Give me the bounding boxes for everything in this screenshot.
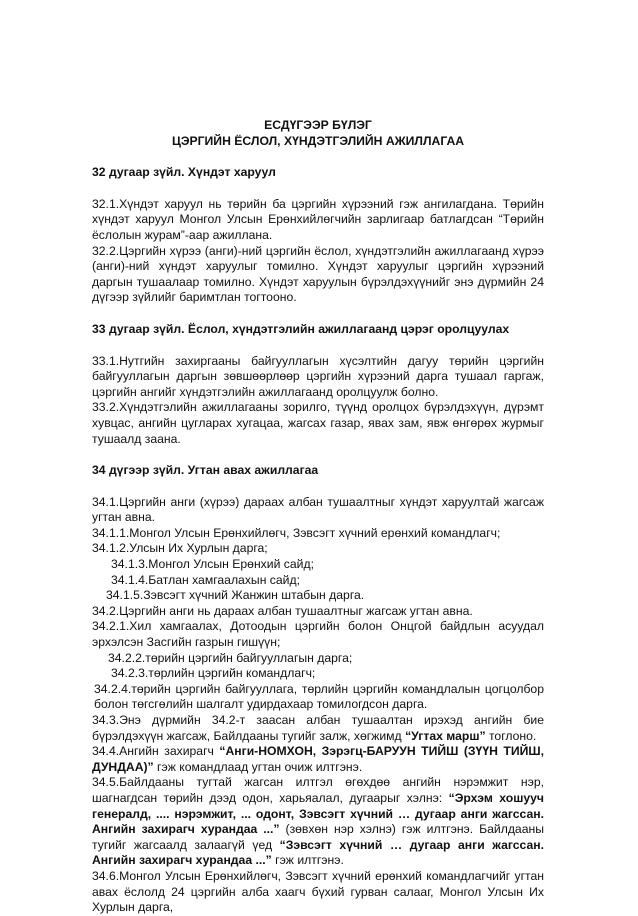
report-phrase-with-flag: “Эрхэм хошууч генералд, .... нэрэмжит, ... одонт, Зэвсэгт хүчний … дугаар анги жагссан. Ангийн захирагч хурандаа ...” — [92, 790, 544, 837]
command-phrase: “Анги-НОМХОН, Зэрэгц-БАРУУН ТИЙШ (ЗҮҮН ТИЙШ, ДУНДАА)” — [92, 744, 544, 774]
paragraph-34-5-end: гэж илтгэнэ. — [271, 853, 344, 868]
march-name: “Угтах марш” — [405, 728, 486, 743]
document-page — [92, 118, 544, 916]
paragraph-34-4 — [92, 744, 544, 775]
report-phrase-without-flag: “Зэвсэгт хүчний … дугаар анги жагссан. Ангийн захирагч хурандаа ...” — [92, 837, 544, 868]
item-34-2-4: 34.2.4.төрийн цэргийн байгууллага, төрлийн цэргийн командлалын цогцолбор болон төгсгөлийн шалгалт удирдахаар томилогдсон дарга. — [94, 681, 544, 712]
paragraph-34-3-text: 34.3.Энэ дүрмийн 34.2-т заасан албан тушаалтан ирэхэд ангийн бие бүрэлдэхүүн жагсаж, Байлдааны тугийг залж, хөгжимд — [92, 713, 544, 743]
article-34-heading: 34 дүгээр зүйл. Угтан авах ажиллагаа — [92, 463, 319, 478]
paragraph-34-4-text: 34.4.Ангийн захирагч — [92, 744, 220, 759]
paragraph-34-1: 34.1.Цэргийн анги (хүрээ) дараах албан тушаалтныг хүндэт харуултай жагсаж угтан авна. — [92, 494, 544, 525]
paragraph-34-5-text: 34.5.Байлдааны тугтай жагсан илтгэл өгөхдөө ангийн нэрэмжит нэр, шагнагдсан төрийн дээд одон, харьяалал, дугаарыг хэлнэ: — [92, 775, 544, 805]
chapter-subtitle: ЦЭРГИЙН ЁСЛОЛ, ХҮНДЭТГЭЛИЙН АЖИЛЛАГАА — [171, 133, 465, 148]
item-34-2-3: 34.2.3.төрлийн цэргийн командлагч; — [111, 666, 316, 681]
item-34-2-2: 34.2.2.төрийн цэргийн байгууллагын дарга; — [108, 650, 353, 665]
paragraph-34-5 — [92, 775, 544, 869]
item-34-1-2: 34.1.2.Улсын Их Хурлын дарга; — [92, 541, 268, 556]
paragraph-34-5-mid: (зөвхөн нэр хэлнэ) гэж илтгэнэ. Байлдааны тугийг жагсаалд залаагүй үед — [92, 822, 544, 852]
paragraph-34-3 — [92, 713, 544, 744]
item-34-1-5: 34.1.5.Зэвсэгт хүчний Жанжин штабын дарга. — [106, 588, 365, 603]
item-34-1-3: 34.1.3.Монгол Улсын Ерөнхий сайд; — [111, 557, 314, 572]
paragraph-32-1: 32.1.Хүндэт харуул нь төрийн ба цэргийн хүрээний гэж ангилагдана. Төрийн хүндэт харуул Монгол Улсын Ерөнхийлөгчийн зарлигаар батлагдсан “Төрийн ёслолын журам”-аар ажиллана. — [92, 196, 544, 242]
item-34-1-4: 34.1.4.Батлан хамгаалахын сайд; — [111, 572, 300, 587]
chapter-title: ЕСДҮГЭЭР БҮЛЭГ — [264, 118, 372, 132]
paragraph-34-2: 34.2.Цэргийн анги нь дараах албан тушаалтныг жагсаж угтан авна. — [92, 603, 473, 618]
paragraph-33-1: 33.1.Нутгийн захиргааны байгууллагын хүсэлтийн дагуу төрийн цэргийн байгууллагын даргын зөвшөөрлөөр цэргийн хүрээний дарга тушаал гаргаж, цэргийн ангийг хүндэтгэлийн ажиллагаанд оролцуулж болно. — [92, 353, 544, 399]
article-33-heading: 33 дугаар зүйл. Ёслол, хүндэтгэлийн ажиллагаанд цэрэг оролцуулах — [92, 321, 510, 336]
item-34-1-1: 34.1.1.Монгол Улсын Ерөнхийлөгч, Зэвсэгт хүчний ерөнхий командлагч; — [92, 525, 501, 540]
paragraph-34-3-end: тоглоно. — [485, 728, 537, 743]
item-34-2-1: 34.2.1.Хил хамгаалах, Дотоодын цэргийн болон Онцгой байдлын асуудал эрхэлсэн Засгийн газрын гишүүн; — [92, 619, 544, 650]
paragraph-33-2: 33.2.Хүндэтгэлийн ажиллагааны зорилго, түүнд оролцох бүрэлдэхүүн, дүрэмт хувцас, ангийн цугларах хугацаа, жагсах газар, явах зам, явж өнгөрөх журмыг тушаалд заана. — [92, 400, 544, 446]
paragraph-32-2: 32.2.Цэргийн хүрээ (анги)-ний цэргийн ёслол, хүндэтгэлийн ажиллагаанд хүрээ (анги)-ний хүндэт харуулыг томилно. Хүндэт харуулыг цэргийн хүрээний даргын тушаалаар томилно. Хүндэт харуулын бүрэлдэхүүнийг энэ дүрмийн 24 дүгээр зүйлийг баримтлан тогтооно. — [92, 243, 544, 305]
paragraph-34-6: 34.6.Монгол Улсын Ерөнхийлөгч, Зэвсэгт хүчний ерөнхий командлагчийг угтан авах ёслолд 24 цэргийн алба хаагч бүхий гурван салааг, Монгол Улсын Их Хурлын дарга, — [92, 868, 544, 915]
article-32-heading: 32 дугаар зүйл. Хүндэт харуул — [92, 165, 276, 180]
paragraph-34-4-end: гэж командлаад угтан очиж илтгэнэ. — [153, 759, 363, 774]
